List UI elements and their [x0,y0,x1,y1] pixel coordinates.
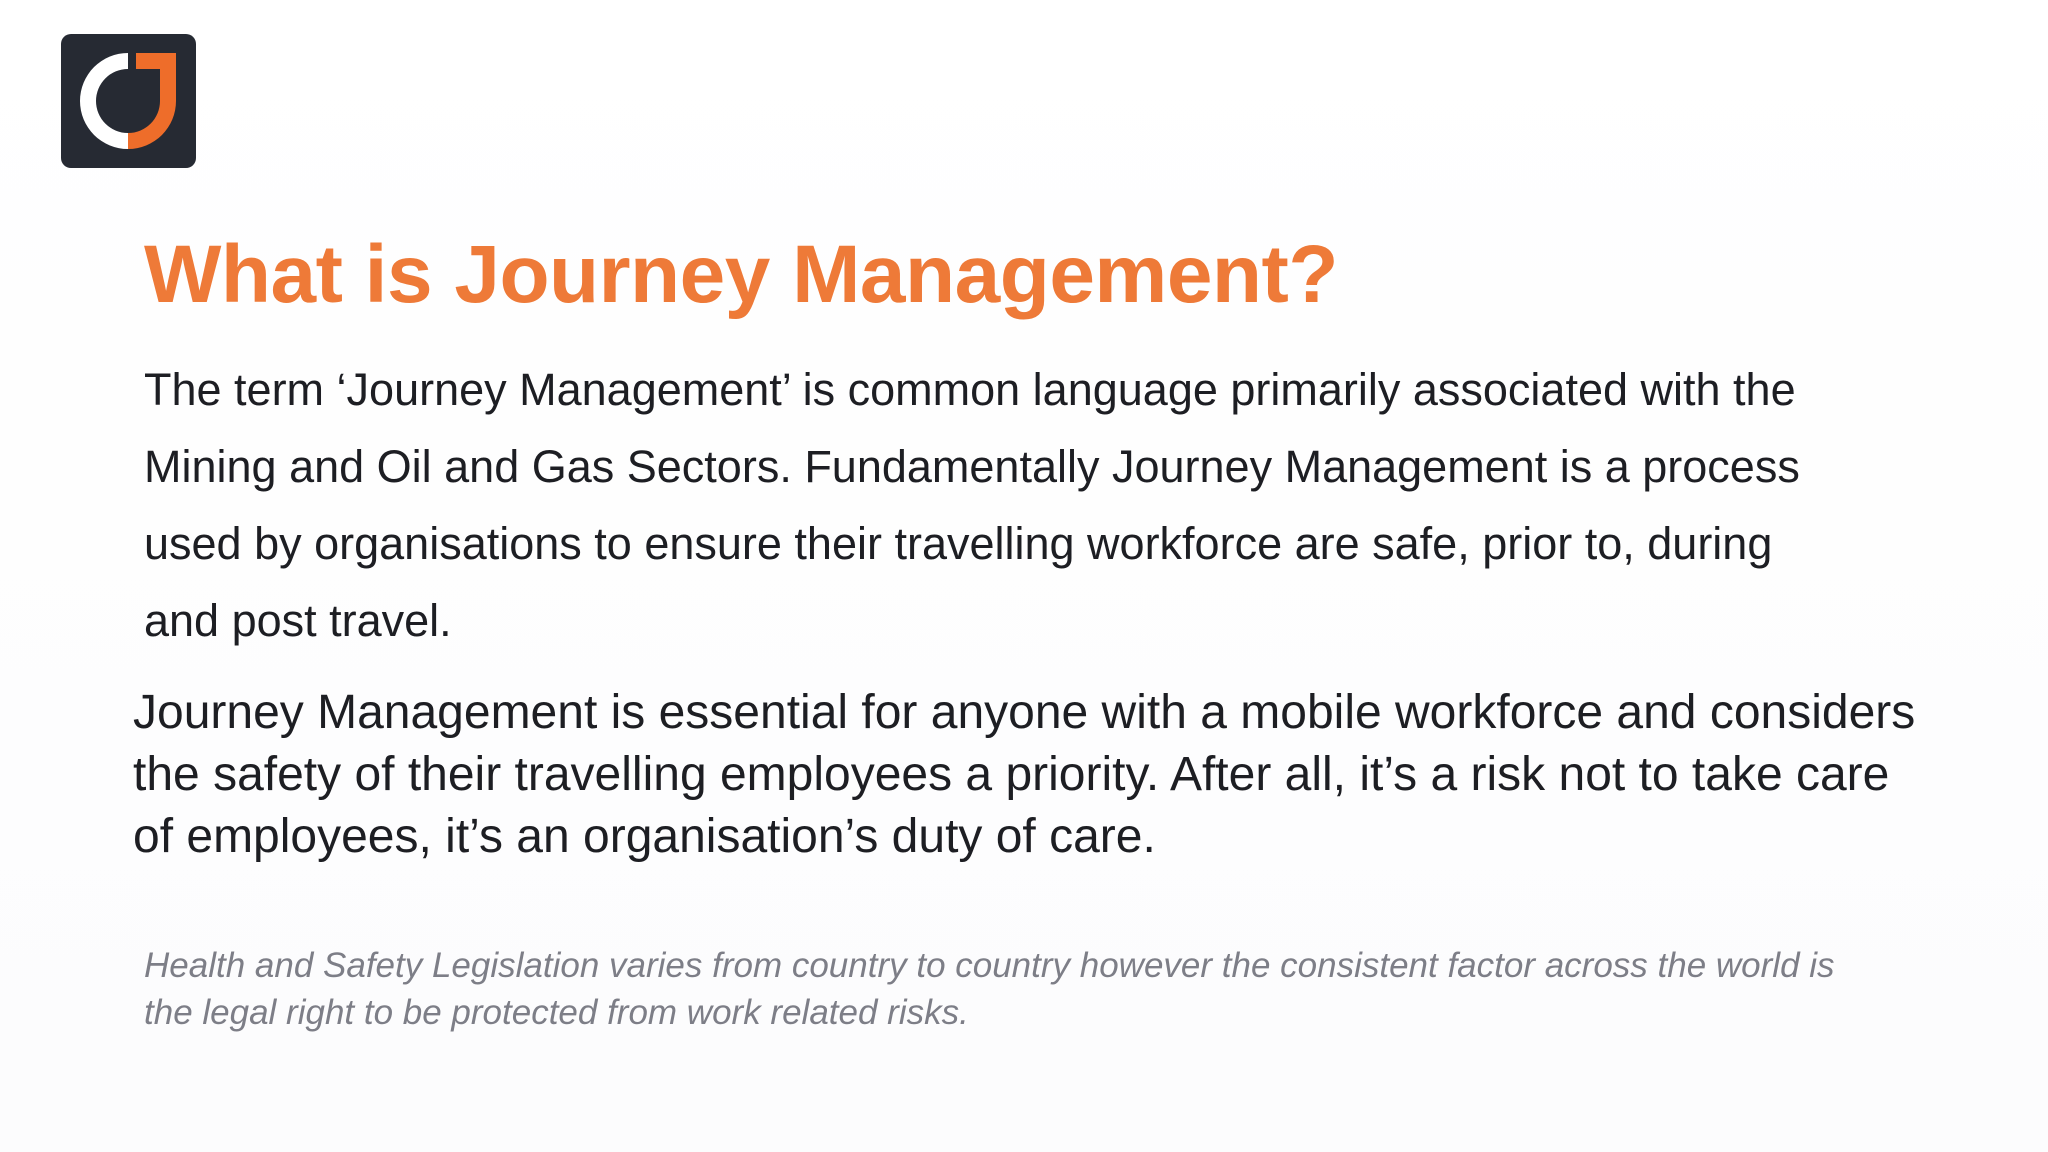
essential-line: of employees, it’s an organisation’s duty of care. [133,810,1156,863]
intro-line: and post travel. [144,595,452,646]
intro-paragraph [144,351,1944,659]
page-title: What is Journey Management? [144,229,1338,320]
intro-line: The term ‘Journey Management’ is common language primarily associated with the [144,364,1796,415]
note-line: Health and Safety Legislation varies from country to country however the consistent factor across the world is [144,946,1835,985]
essential-paragraph [133,682,2013,868]
essential-line: Journey Management is essential for anyone with a mobile workforce and considers [133,686,1916,739]
brand-logo-icon [61,34,196,168]
legislation-note [144,942,1944,1036]
note-line: the legal right to be protected from work related risks. [144,993,969,1032]
intro-line: used by organisations to ensure their travelling workforce are safe, prior to, during [144,518,1773,569]
intro-line: Mining and Oil and Gas Sectors. Fundamentally Journey Management is a process [144,441,1800,492]
essential-line: the safety of their travelling employees a priority. After all, it’s a risk not to take care [133,748,1890,801]
